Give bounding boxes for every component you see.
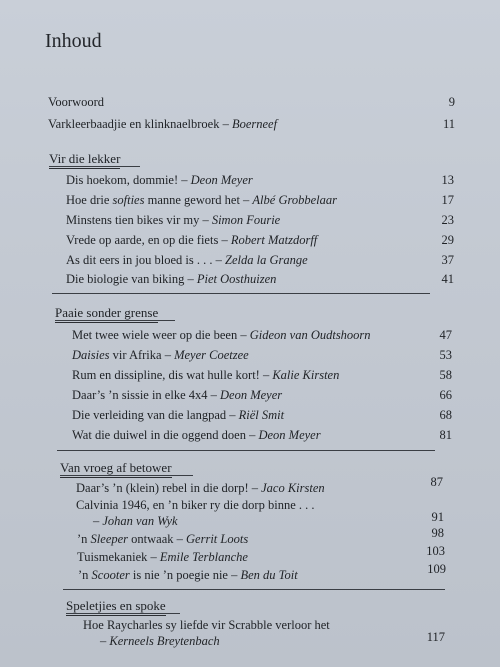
toc-entry: ’n Scooter is nie ’n poegie nie – Ben du Toit 109 bbox=[78, 562, 446, 582]
toc-entry: Hoe drie softies manne geword het – Albé Grobbelaar 17 bbox=[66, 193, 454, 207]
toc-entry: As dit eers in jou bloed is . . . – Zelda la Grange 37 bbox=[66, 253, 454, 267]
section-rule bbox=[52, 293, 430, 294]
toc-entry: ’n Sleeper ontwaak – Gerrit Loots 98 bbox=[77, 526, 444, 546]
toc-entry: Met twee wiele weer op die been – Gideon van Oudtshoorn 47 bbox=[72, 328, 452, 342]
toc-entry: Daar’s ’n (klein) rebel in die dorp! – Jaco Kirsten 87 bbox=[76, 475, 443, 495]
entry-title: Voorwoord bbox=[48, 95, 105, 109]
toc-entry: Wat die duiwel in die oggend doen – Deon Meyer 81 bbox=[72, 428, 452, 442]
entry-page: 9 bbox=[448, 95, 455, 109]
section-underline bbox=[49, 166, 140, 167]
section-underline bbox=[66, 613, 180, 614]
toc-entry: Vrede op aarde, en op die fiets – Robert Matzdorff 29 bbox=[66, 233, 454, 247]
section-heading: Vir die lekker bbox=[49, 151, 120, 169]
entry-page: 11 bbox=[442, 117, 455, 131]
section-rule bbox=[57, 450, 435, 451]
toc-entry: Varkleerbaadjie en klinknaelbroek – Boerneef 11 bbox=[48, 117, 455, 131]
toc-entry: Die verleiding van die langpad – Riël Smit 68 bbox=[72, 408, 452, 422]
entry-title: Varkleerbaadjie en klinknaelbroek bbox=[48, 117, 220, 131]
section-heading: Paaie sonder grense bbox=[55, 305, 158, 323]
page-title: Inhoud bbox=[45, 30, 102, 52]
toc-entry: Daar’s ’n sissie in elke 4x4 – Deon Meyer 66 bbox=[72, 388, 452, 402]
toc-entry: Tuismekaniek – Emile Terblanche 103 bbox=[77, 544, 445, 564]
section-underline bbox=[60, 475, 193, 476]
toc-entry: Calvinia 1946, en ’n biker ry die dorp binne . . . bbox=[76, 498, 315, 512]
section-heading: Van vroeg af betower bbox=[60, 460, 172, 478]
toc-entry: – Kerneels Breytenbach 117 bbox=[100, 630, 445, 648]
toc-entry: Hoe Raycharles sy liefde vir Scrabble verloor het bbox=[83, 618, 330, 632]
toc-entry: Dis hoekom, dommie! – Deon Meyer 13 bbox=[66, 173, 454, 187]
section-rule bbox=[63, 589, 445, 590]
section-heading: Speletjies en spoke bbox=[66, 598, 166, 616]
toc-entry: Rum en dissipline, dis wat hulle kort! – Kalie Kirsten 58 bbox=[72, 368, 452, 382]
toc-entry: – Johan van Wyk 91 bbox=[93, 510, 444, 528]
section-underline bbox=[55, 320, 175, 321]
toc-entry: Minstens tien bikes vir my – Simon Fourie 23 bbox=[66, 213, 454, 227]
toc-entry: Daisies vir Afrika – Meyer Coetzee 53 bbox=[72, 348, 452, 362]
toc-entry bbox=[0, 95, 500, 115]
entry-author: Boerneef bbox=[231, 117, 278, 131]
toc-entry: Die biologie van biking – Piet Oosthuizen 41 bbox=[66, 272, 454, 286]
